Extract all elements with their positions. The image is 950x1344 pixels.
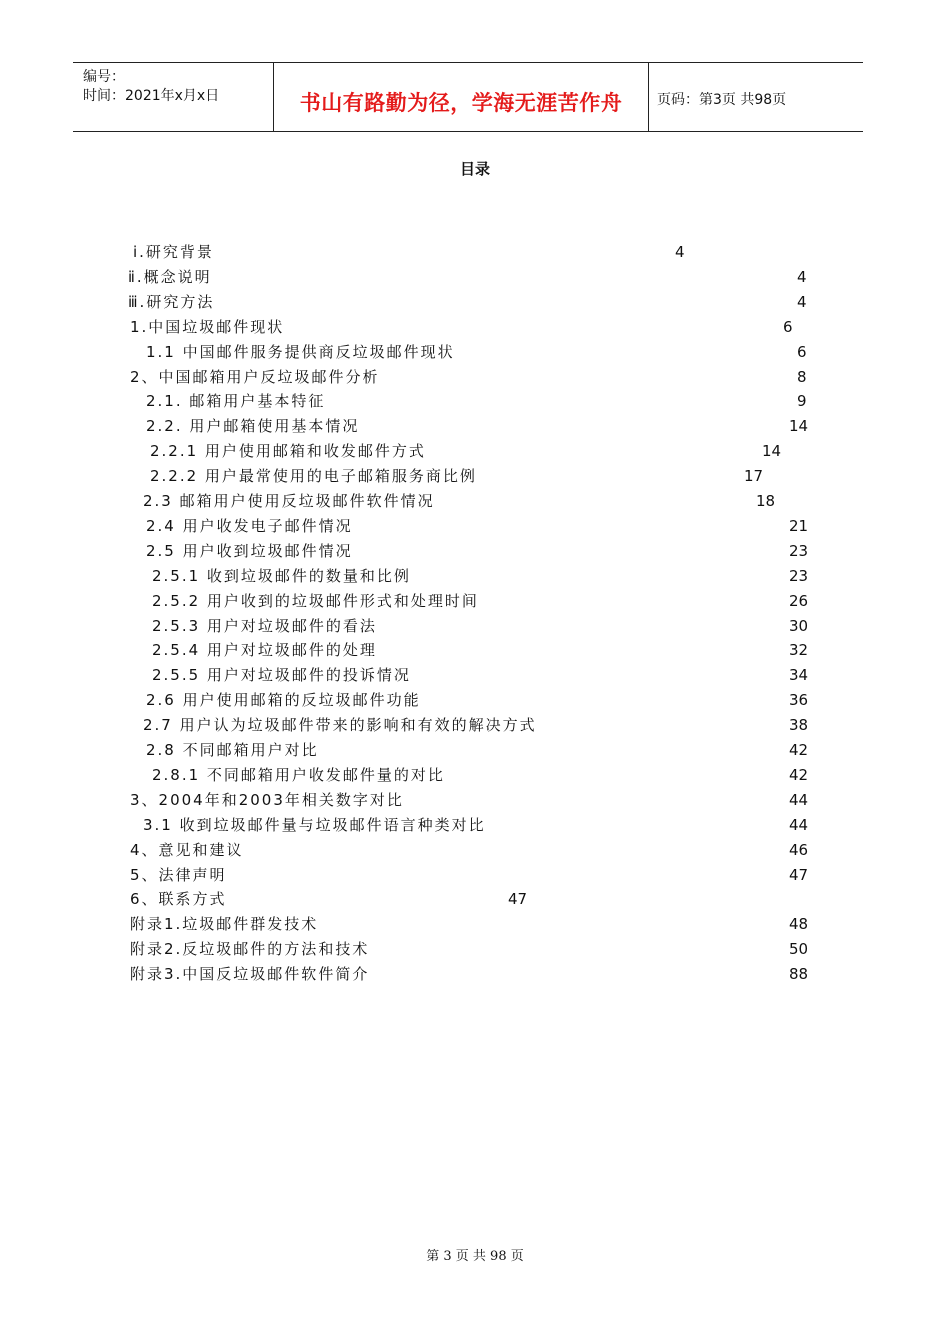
toc-entry-page: 50 — [789, 940, 809, 959]
toc-entry-label: ⅲ.研究方法 — [128, 292, 215, 311]
toc-entry-page: 48 — [789, 915, 809, 934]
toc-entry-label: 2.5.1 收到垃圾邮件的数量和比例 — [152, 566, 411, 585]
toc-entry-page: 88 — [789, 965, 809, 984]
toc-entry-label: 1.1 中国邮件服务提供商反垃圾邮件现状 — [146, 342, 455, 361]
toc-entry-page: 26 — [789, 591, 809, 610]
toc-entry-page: 21 — [789, 516, 809, 535]
toc-entry-label: ⅰ.研究背景 — [133, 243, 214, 261]
toc-entry-page: 4 — [675, 243, 685, 261]
toc-entry-page: 30 — [789, 616, 809, 635]
toc-entry-label: 附录2.反垃圾邮件的方法和技术 — [130, 940, 370, 959]
toc-entry-label: 2.2.2 用户最常使用的电子邮箱服务商比例 — [150, 467, 477, 486]
toc-entry-label: 4、意见和建议 — [130, 840, 244, 859]
toc-entry-page: 47 — [789, 865, 809, 884]
toc-entry-page: 42 — [789, 741, 809, 759]
page-info: 页码：第3页 共98页 — [657, 92, 787, 108]
document-header — [73, 62, 863, 132]
toc-entry-page: 14 — [762, 442, 782, 461]
toc-entry-page: 36 — [789, 691, 809, 710]
toc-entry-page: 23 — [789, 566, 809, 585]
toc-entry-page: 32 — [789, 641, 809, 660]
toc-entry-label: 2.8.1 不同邮箱用户收发邮件量的对比 — [152, 765, 445, 784]
toc-entry-page: 44 — [789, 815, 809, 834]
header-center-cell — [274, 63, 649, 131]
toc-entry-page: 8 — [797, 367, 807, 386]
toc-entry-label: ⅱ.概念说明 — [128, 267, 212, 286]
toc-entry-page: 38 — [789, 716, 809, 735]
toc-entry-label: 2.5 用户收到垃圾邮件情况 — [146, 541, 353, 560]
toc-entry-label: 3.1 收到垃圾邮件量与垃圾邮件语言种类对比 — [143, 815, 486, 834]
toc-entry-label: 2.5.5 用户对垃圾邮件的投诉情况 — [152, 666, 411, 685]
toc-entry-page: 4 — [797, 292, 807, 311]
toc-entry-page: 14 — [789, 417, 809, 436]
toc-entry-label: 5、法律声明 — [130, 865, 227, 884]
page-footer: 第 3 页 共 98 页 — [426, 1249, 524, 1264]
toc-entry-page: 42 — [789, 765, 809, 784]
toc-entry-page: 6 — [783, 317, 793, 336]
toc-entry-page: 34 — [789, 666, 809, 685]
toc-entry-page: 18 — [756, 492, 776, 510]
header-left-cell — [73, 63, 274, 131]
toc-entry-page: 23 — [789, 541, 809, 560]
toc-entry-label: 2.7 用户认为垃圾邮件带来的影响和有效的解决方式 — [143, 716, 537, 735]
motto-text: 书山有路勤为径，学海无涯苦作舟 — [299, 91, 623, 115]
toc-entry-label: 附录1.垃圾邮件群发技术 — [130, 915, 319, 934]
toc-entry-label: 2.1. 邮箱用户基本特征 — [146, 392, 326, 411]
toc-entry-page: 44 — [789, 790, 809, 809]
serial-label: 编号： — [83, 69, 125, 85]
toc-entry-label: 6、联系方式 — [130, 890, 227, 909]
toc-title: 目录 — [459, 160, 490, 178]
toc-entry-label: 2.2. 用户邮箱使用基本情况 — [146, 417, 360, 436]
header-right-cell — [649, 63, 863, 131]
toc-entry-label: 附录3.中国反垃圾邮件软件简介 — [130, 965, 370, 984]
toc-entry-page: 6 — [797, 342, 807, 361]
toc-entry-page: 46 — [789, 840, 809, 859]
toc-entry-label: 2.5.4 用户对垃圾邮件的处理 — [152, 641, 377, 660]
toc-entry-page: 9 — [797, 392, 807, 411]
toc-entry-label: 3、2004年和2003年相关数字对比 — [130, 790, 404, 809]
toc-entry-page: 17 — [744, 467, 764, 486]
toc-entry-label: 2.5.3 用户对垃圾邮件的看法 — [152, 616, 377, 635]
date-line: 时间：2021年x月x日 — [83, 88, 220, 104]
toc-entry-label: 2.5.2 用户收到的垃圾邮件形式和处理时间 — [152, 591, 479, 610]
toc-entry-label: 2.4 用户收发电子邮件情况 — [146, 516, 353, 535]
toc-entry-label: 2.6 用户使用邮箱的反垃圾邮件功能 — [146, 691, 421, 710]
toc-entry-label: 2、中国邮箱用户反垃圾邮件分析 — [130, 367, 380, 386]
toc-entry-label: 1.中国垃圾邮件现状 — [130, 317, 285, 336]
toc-entry-label: 2.3 邮箱用户使用反垃圾邮件软件情况 — [143, 492, 435, 510]
toc-entry-label: 2.8 不同邮箱用户对比 — [146, 741, 319, 759]
toc-entry-page: 4 — [797, 267, 807, 286]
toc-entry-page: 47 — [508, 890, 528, 909]
toc-entry-label: 2.2.1 用户使用邮箱和收发邮件方式 — [150, 442, 426, 461]
